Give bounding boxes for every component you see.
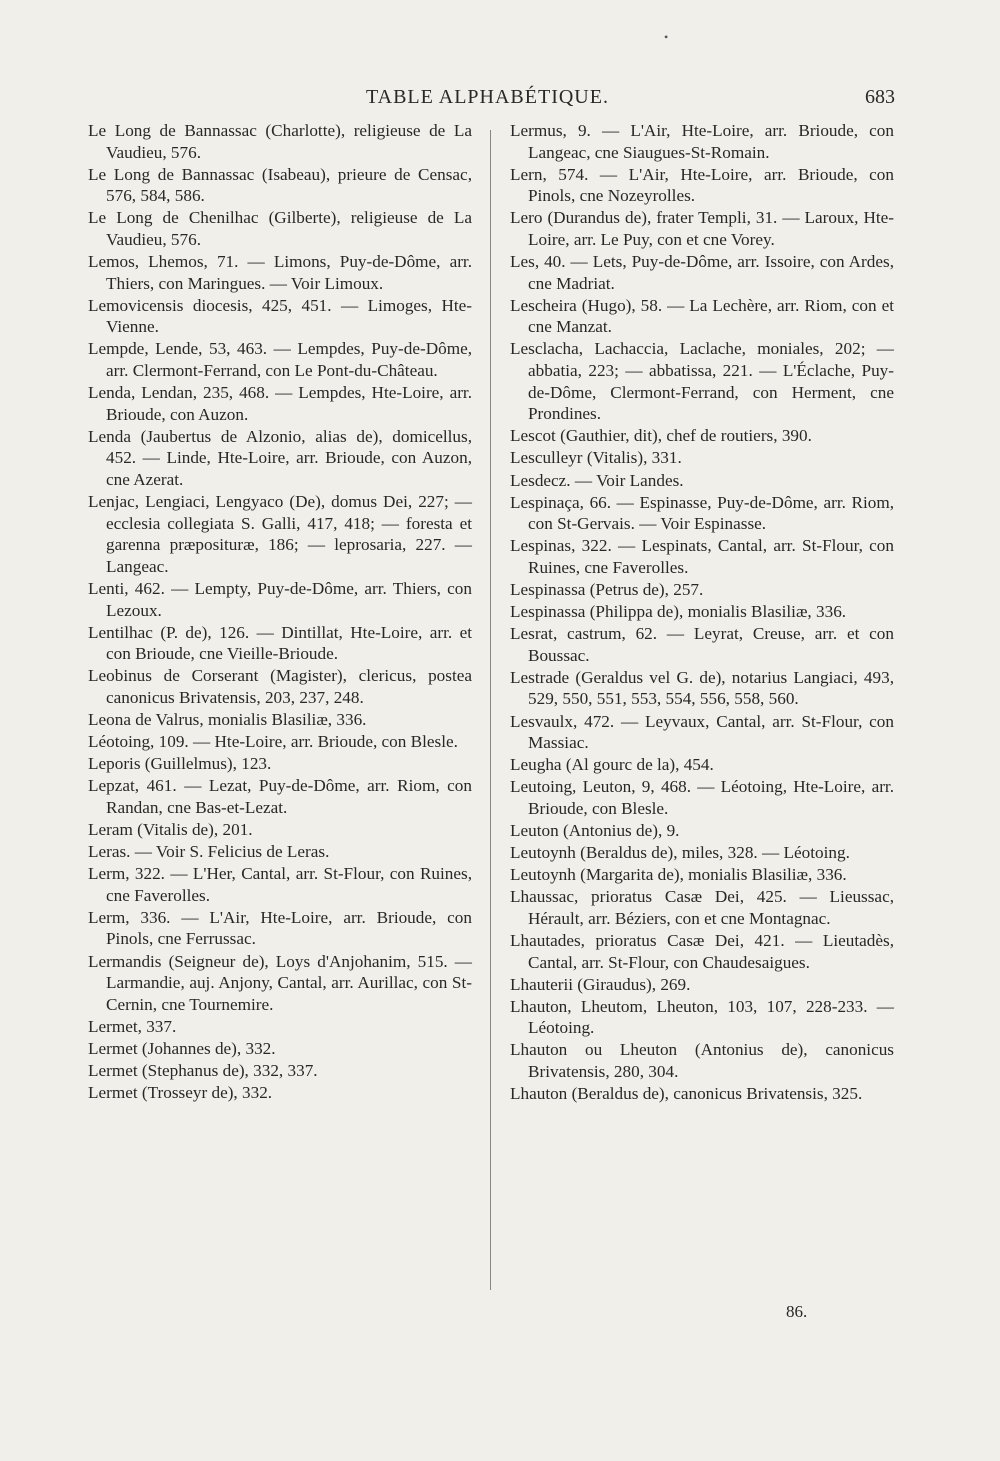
index-entry: Lhauton, Lheutom, Lheuton, 103, 107, 228-233. — Léotoing. <box>510 996 894 1038</box>
index-entry: Leobinus de Corserant (Magister), clericus, postea canonicus Brivatensis, 203, 237, 248. <box>88 666 472 707</box>
index-entry: Lerm, 322. — L'Her, Cantal, arr. St-Flour, con Ruines, cne Faverolles. <box>88 864 472 905</box>
index-entry: Lemovicensis diocesis, 425, 451. — Limoges, Hte-Vienne. <box>88 295 472 337</box>
index-entry: Lesrat, castrum, 62. — Leyrat, Creuse, arr. et con Boussac. <box>510 624 894 665</box>
index-entry: Lenjac, Lengiaci, Lengyaco (De), domus Dei, 227; — ecclesia collegiata S. Galli, 417, 418; — foresta et garenna præposituræ, 186; — leprosaria, 227. — Langeac. <box>88 492 472 576</box>
index-entry: Lerm, 336. — L'Air, Hte-Loire, arr. Brioude, con Pinols, cne Ferrussac. <box>88 907 472 949</box>
index-entry: Le Long de Chenilhac (Gilberte), religieuse de La Vaudieu, 576. <box>88 208 472 249</box>
index-entry: Leona de Valrus, monialis Blasiliæ, 336. <box>88 710 367 730</box>
index-entry: Lesclacha, Lachaccia, Laclache, moniales, 202; — abbatia, 223; — abbatissa, 221. — L'Éclache, Puy-de-Dôme, Clermont-Ferrand, con Herment, cne Prondines. <box>510 339 894 424</box>
index-entry: Le Long de Bannassac (Charlotte), religieuse de La Vaudieu, 576. <box>88 121 472 162</box>
index-entry: Lenda, Lendan, 235, 468. — Lempdes, Hte-Loire, arr. Brioude, con Auzon. <box>88 383 472 424</box>
index-entry: Lespinassa (Philippa de), monialis Blasiliæ, 336. <box>510 602 847 622</box>
index-entry: Lermandis (Seigneur de), Loys d'Anjohanim, 515. — Larmandie, auj. Anjony, Cantal, arr. Aurillac, con St-Cernin, cne Tournemire. <box>88 951 472 1014</box>
index-entry: Lhaussac, prioratus Casæ Dei, 425. — Lieussac, Hérault, arr. Béziers, con et cne Montagnac. <box>510 887 894 928</box>
page-number: 683 <box>865 86 895 108</box>
index-entry: Lentilhac (P. de), 126. — Dintillat, Hte-Loire, arr. et con Brioude, cne Vieille-Brioude. <box>88 622 472 664</box>
index-entry: Leras. — Voir S. Felicius de Leras. <box>88 842 330 862</box>
index-entry: Lermet, 337. <box>88 1016 177 1036</box>
column-divider <box>490 130 491 1290</box>
index-entry: Lepzat, 461. — Lezat, Puy-de-Dôme, arr. Riom, con Randan, cne Bas-et-Lezat. <box>88 776 472 817</box>
index-entry: Lermet (Trosseyr de), 332. <box>88 1083 273 1103</box>
index-entry: Lermet (Stephanus de), 332, 337. <box>88 1061 318 1081</box>
index-entry: Lespinassa (Petrus de), 257. <box>510 579 704 599</box>
index-entry: Lesdecz. — Voir Landes. <box>510 470 684 490</box>
index-entry: Lempde, Lende, 53, 463. — Lempdes, Puy-de-Dôme, arr. Clermont-Ferrand, con Le Pont-du-Château. <box>88 339 472 381</box>
running-header <box>80 86 895 110</box>
index-entry: Lenda (Jaubertus de Alzonio, alias de), domicellus, 452. — Linde, Hte-Loire, arr. Brioude, con Auzon, cne Azerat. <box>88 426 472 489</box>
index-entry: Lermus, 9. — L'Air, Hte-Loire, arr. Brioude, con Langeac, cne Siaugues-St-Romain. <box>510 121 894 162</box>
index-entry: Lenti, 462. — Lempty, Puy-de-Dôme, arr. Thiers, con Lezoux. <box>88 578 472 620</box>
index-entry: Leugha (Al gourc de la), 454. <box>510 755 714 775</box>
index-entry: Lhauton (Beraldus de), canonicus Brivatensis, 325. <box>510 1084 863 1104</box>
index-entry: Lero (Durandus de), frater Templi, 31. — Laroux, Hte-Loire, arr. Le Puy, con et cne Vorey. <box>510 208 894 249</box>
index-entry: Leutoynh (Margarita de), monialis Blasiliæ, 336. <box>510 865 847 885</box>
index-entry: Leutoing, Leuton, 9, 468. — Léotoing, Hte-Loire, arr. Brioude, con Blesle. <box>510 777 894 818</box>
index-entry: Le Long de Bannassac (Isabeau), prieure de Censac, 576, 584, 586. <box>88 164 472 206</box>
index-entry: Lesvaulx, 472. — Leyvaux, Cantal, arr. St-Flour, con Massiac. <box>510 711 894 753</box>
top-ornament: • <box>664 30 669 44</box>
index-entry: Lespinaça, 66. — Espinasse, Puy-de-Dôme, arr. Riom, con St-Gervais. — Voir Espinasse. <box>510 492 894 534</box>
left-column <box>88 120 472 1104</box>
page-title: TABLE ALPHABÉTIQUE. <box>366 86 609 108</box>
right-column <box>510 120 894 1105</box>
index-entry: Lescot (Gauthier, dit), chef de routiers, 390. <box>510 426 812 446</box>
index-entry: Leram (Vitalis de), 201. <box>88 820 253 839</box>
index-entry: Lhautades, prioratus Casæ Dei, 421. — Lieutadès, Cantal, arr. St-Flour, con Chaudesaigues. <box>510 930 894 972</box>
index-entry: Lestrade (Geraldus vel G. de), notarius Langiaci, 493, 529, 550, 551, 553, 554, 556, 558, 560. <box>510 667 894 709</box>
index-entry: Léotoing, 109. — Hte-Loire, arr. Brioude, con Blesle. <box>88 732 458 752</box>
index-entry: Lesculleyr (Vitalis), 331. <box>510 448 682 468</box>
index-entry: Lescheira (Hugo), 58. — La Lechère, arr. Riom, con et cne Manzat. <box>510 295 894 337</box>
index-entry: Leutoynh (Beraldus de), miles, 328. — Léotoing. <box>510 843 850 863</box>
index-entry: Lhauton ou Lheuton (Antonius de), canonicus Brivatensis, 280, 304. <box>510 1040 894 1082</box>
index-entry: Leuton (Antonius de), 9. <box>510 821 680 840</box>
index-entry: Lemos, Lhemos, 71. — Limons, Puy-de-Dôme, arr. Thiers, con Maringues. — Voir Limoux. <box>88 252 472 293</box>
index-entry: Lern, 574. — L'Air, Hte-Loire, arr. Brioude, con Pinols, cne Nozeyrolles. <box>510 164 894 206</box>
index-entry: Lermet (Johannes de), 332. <box>88 1038 276 1058</box>
signature-mark: 86. <box>786 1302 808 1321</box>
index-entry: Lhauterii (Giraudus), 269. <box>510 974 691 994</box>
index-entry: Lespinas, 322. — Lespinats, Cantal, arr. St-Flour, con Ruines, cne Faverolles. <box>510 536 894 577</box>
index-entry: Les, 40. — Lets, Puy-de-Dôme, arr. Issoire, con Ardes, cne Madriat. <box>510 252 894 293</box>
index-entry: Leporis (Guillelmus), 123. <box>88 754 272 774</box>
